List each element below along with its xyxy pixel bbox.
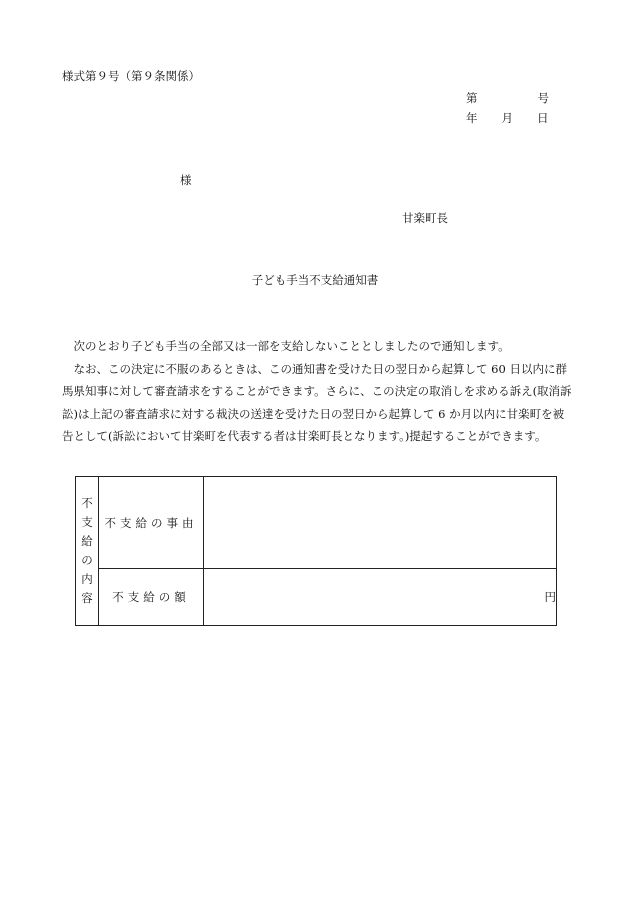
side-label	[81, 494, 93, 608]
number-prefix: 第	[466, 91, 478, 105]
side-label-char: の	[81, 553, 93, 567]
addressee: 様	[180, 173, 192, 187]
number-suffix: 号	[537, 91, 549, 105]
side-label-char: 内	[81, 572, 93, 586]
reason-label: 不支給の事由	[99, 477, 204, 569]
amount-unit: 円	[544, 590, 556, 604]
document-number-line	[466, 90, 549, 106]
document-title: 子ども手当不支給通知書	[251, 273, 379, 287]
date-month: 月	[501, 111, 513, 125]
side-label-cell	[76, 477, 99, 626]
amount-value	[204, 569, 557, 626]
reason-value	[204, 477, 557, 569]
body-paragraph-2: なお、この決定に不服のあるときは、この通知書を受けた日の翌日から起算して 60 日以内に群馬県知事に対して審査請求をすることができます。さらに、この決定の取消しを求める訴え(取消訴訟)は上記の審査請求に対する裁決の送達を受けた日の翌日から起算して 6 か月以内に甘楽町を被告として(訴訟において甘楽町を代表する者は甘楽町長となります。)提起することができます。	[62, 361, 572, 443]
body-text	[62, 335, 572, 448]
issuer-name: 甘楽町長	[402, 211, 448, 225]
side-label-char: 不	[81, 496, 93, 510]
detail-table	[75, 476, 557, 626]
date-line	[466, 110, 549, 126]
body-paragraph-1: 次のとおり子ども手当の全部又は一部を支給しないこととしましたので通知します。	[73, 339, 510, 353]
form-number: 様式第９号（第９条関係）	[62, 69, 200, 83]
side-label-char: 支	[81, 515, 93, 529]
date-day: 日	[537, 111, 549, 125]
date-year: 年	[466, 111, 478, 125]
side-label-char: 容	[81, 591, 93, 605]
amount-label: 不支給の額	[99, 569, 204, 626]
side-label-char: 給	[81, 534, 93, 548]
